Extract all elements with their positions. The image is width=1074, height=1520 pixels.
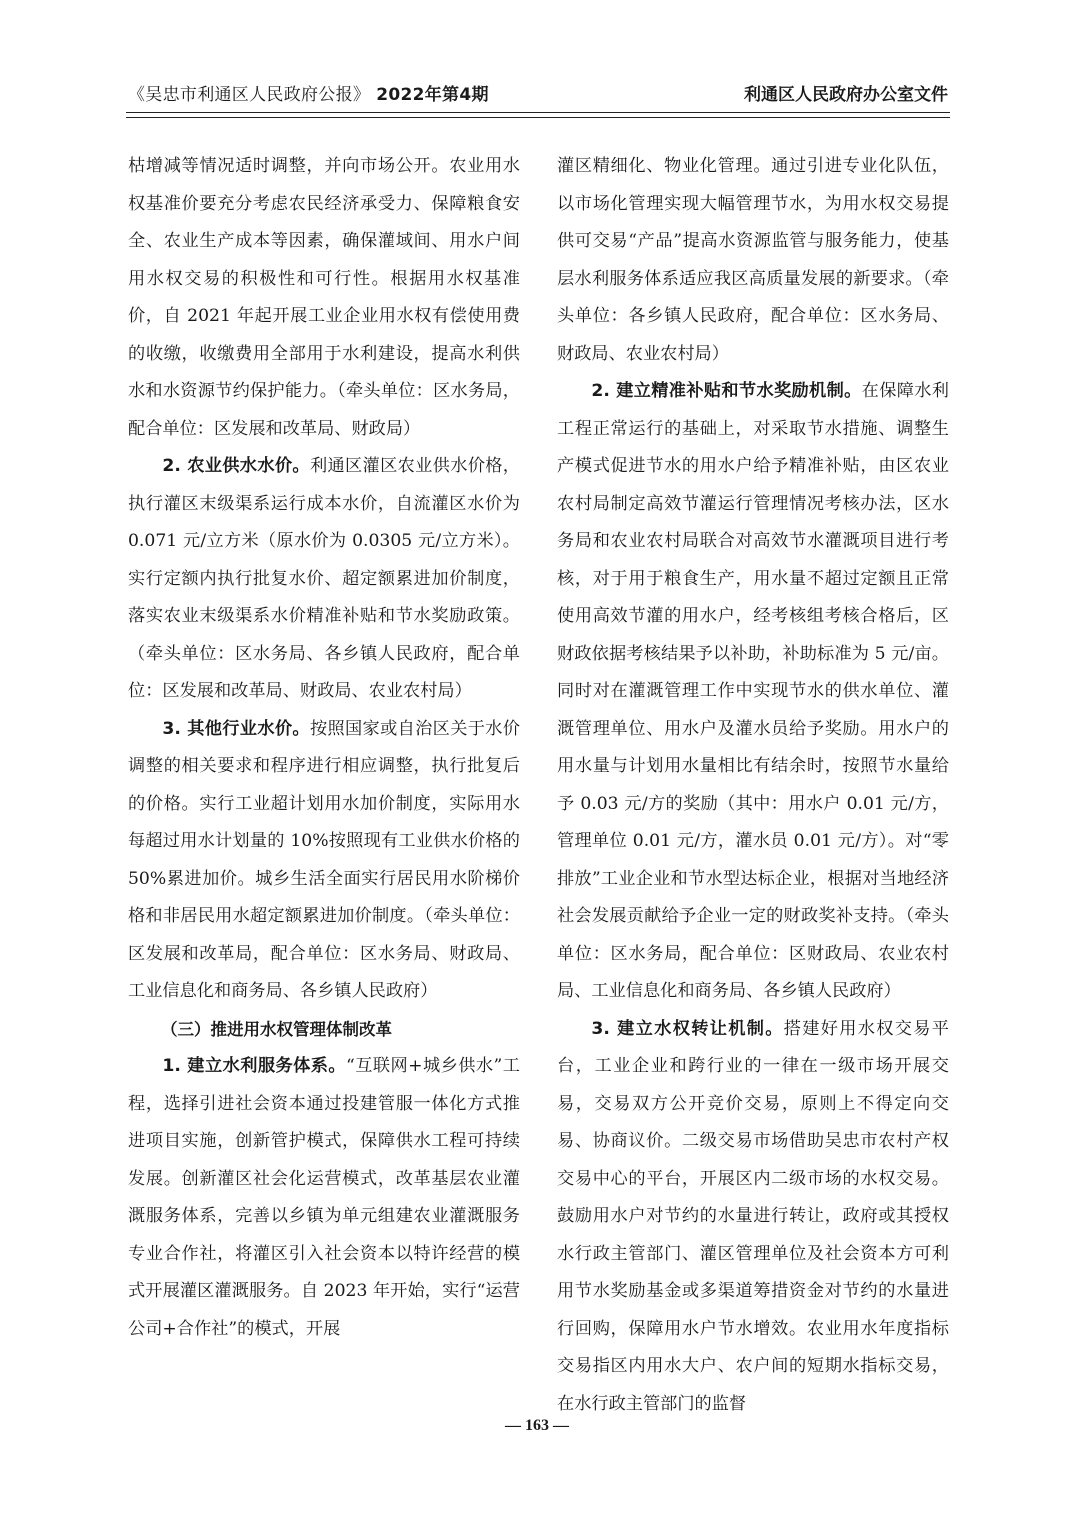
- page-number: — 163 —: [505, 1417, 569, 1434]
- header-rule-thick: [126, 112, 950, 113]
- subheading: 2. 农业供水水价。: [162, 456, 310, 476]
- subheading: 3. 建立水权转让机制。: [591, 1018, 784, 1039]
- issue-label: 2022年第4期: [376, 85, 489, 105]
- paragraph: [128, 448, 520, 711]
- paragraph-body: 按照国家或自治区关于水价调整的相关要求和程序进行相应调整，执行批复后的价格。实行工业超计划用水加价制度，实际用水每超过用水计划量的 10%按照现有工业供水价格的 50%累进加价。城乡生活全面实行居民用水阶梯价格和非居民用水超定额累进加价制度。（牵头单位：区发展和改革局，配合单位：区水务局、财政局、工业信息化和商务局、各乡镇人民政府）: [128, 718, 520, 1001]
- paragraph: 枯增减等情况适时调整，并向市场公开。农业用水权基准价要充分考虑农民经济承受力、保障粮食安全、农业生产成本等因素，确保灌域间、用水户间用水权交易的积极性和可行性。根据用水权基准价，自 2021 年起开展工业企业用水权有偿使用费的收缴，收缴费用全部用于水利建设，提高水利供水和水资源节约保护能力。（牵头单位：区水务局，配合单位：区发展和改革局、财政局）: [128, 156, 520, 439]
- journal-info: [128, 80, 489, 105]
- right-column: [557, 148, 949, 1423]
- paragraph-body: 在保障水利工程正常运行的基础上，对采取节水措施、调整生产模式促进节水的用水户给予精准补贴，由区农业农村局制定高效节灌运行管理情况考核办法，区水务局和农业农村局联合对高效节水灌溉项目进行考核，对于用于粮食生产，用水量不超过定额且正常使用高效节灌的用水户，经考核组考核合格后，区财政依据考核结果予以补助，补助标准为 5 元/亩。同时对在灌溉管理工作中实现节水的供水单位、灌溉管理单位、用水户及灌水员给予奖励。用水户的用水量与计划用水量相比有结余时，按照节水量给予 0.03 元/方的奖励（其中：用水户 0.01 元/方，管理单位 0.01 元/方，灌水员 0.01 元/方）。对“零排放”工业企业和节水型达标企业，根据对当地经济社会发展贡献给予企业一定的财政奖补支持。（牵头单位：区水务局，配合单位：区财政局、农业农村局、工业信息化和商务局、各乡镇人民政府）: [557, 381, 949, 1001]
- paragraph: [557, 1011, 949, 1424]
- left-column: [128, 148, 520, 1348]
- subheading: 3. 其他行业水价。: [162, 718, 310, 739]
- paragraph: [128, 1048, 520, 1348]
- journal-title: 《吴忠市利通区人民政府公报》: [128, 85, 371, 105]
- header-rule-thin: [126, 117, 950, 118]
- paragraph-body: 搭建好用水权交易平台，工业企业和跨行业的一律在一级市场开展交易，交易双方公开竞价交易，原则上不得定向交易、协商议价。二级交易市场借助吴忠市农村产权交易中心的平台，开展区内二级市场的水权交易。鼓励用水户对节约的水量进行转让，政府或其授权水行政主管部门、灌区管理单位及社会资本方可利用节水奖励基金或多渠道筹措资金对节约的水量进行回购，保障用水户节水增效。农业用水年度指标交易指区内用水大户、农户间的短期水指标交易，在水行政主管部门的监督: [557, 1018, 949, 1414]
- subheading: 2. 建立精准补贴和节水奖励机制。: [591, 381, 862, 401]
- subheading: 1. 建立水利服务体系。: [162, 1056, 347, 1076]
- paragraph: 灌区精细化、物业化管理。通过引进专业化队伍，以市场化管理实现大幅管理节水，为用水权交易提供可交易“产品”提高水资源监管与服务能力，使基层水利服务体系适应我区高质量发展的新要求。（牵头单位：各乡镇人民政府，配合单位：区水务局、财政局、农业农村局）: [557, 156, 949, 364]
- office-label: 利通区人民政府办公室文件: [744, 85, 948, 105]
- section-heading: （三）推进用水权管理体制改革: [161, 1019, 392, 1039]
- paragraph-body: “互联网+城乡供水”工程，选择引进社会资本通过投建管服一体化方式推进项目实施，创新管护模式，保障供水工程可持续发展。创新灌区社会化运营模式，改革基层农业灌溉服务体系，完善以乡镇为单元组建农业灌溉服务专业合作社，将灌区引入社会资本以特许经营的模式开展灌区灌溉服务。自 2023 年开始，实行“运营公司+合作社”的模式，开展: [128, 1056, 520, 1339]
- page-header: [128, 80, 948, 110]
- paragraph-body: 利通区灌区农业供水价格，执行灌区末级渠系运行成本水价，自流灌区水价为 0.071 元/立方米（原水价为 0.0305 元/立方米）。实行定额内执行批复水价、超定额累进加价制度，落实农业末级渠系水价精准补贴和节水奖励政策。（牵头单位：区水务局、各乡镇人民政府，配合单位：区发展和改革局、财政局、农业农村局）: [128, 456, 520, 701]
- paragraph: [557, 373, 949, 1011]
- paragraph: [128, 711, 520, 1011]
